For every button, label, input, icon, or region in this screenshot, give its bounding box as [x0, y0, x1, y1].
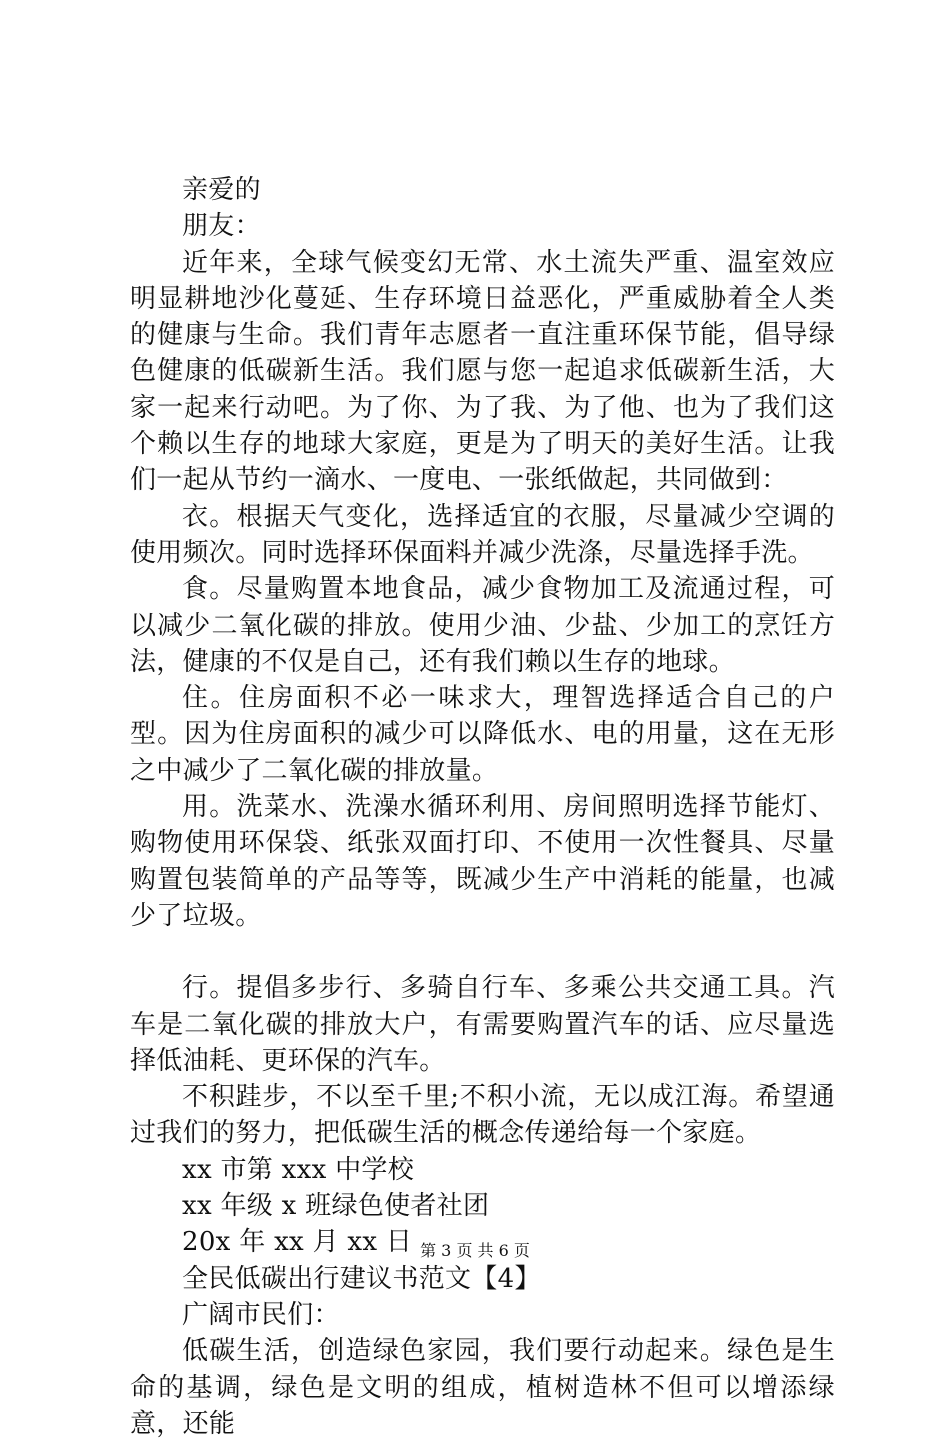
- paragraph-travel: 行。提倡多步行、多骑自行车、多乘公共交通工具。汽车是二氧化碳的排放大户，有需要购置汽车的话、应尽量选择低油耗、更环保的汽车。: [130, 973, 835, 1076]
- paragraph-use: 用。洗菜水、洗澡水循环利用、房间照明选择节能灯、购物使用环保袋、纸张双面打印、不使用一次性餐具、尽量购置包装简单的产品等等，既减少生产中消耗的能量，也减少了垃圾。: [130, 792, 835, 931]
- salutation-line-1: 亲爱的: [182, 175, 261, 205]
- next-salutation: 广阔市民们：: [182, 1299, 340, 1330]
- paragraph-intro: 近年来，全球气候变幻无常、水土流失严重、温室效应明显耕地沙化蔓延、生存环境日益恶化，严重威胁着全人类的健康与生命。我们青年志愿者一直注重环保节能，倡导绿色健康的低碳新生活。我们愿与您一起追求低碳新生活，大家一起来行动吧。为了你、为了我、为了他、也为了我们这个赖以生存的地球大家庭，更是为了明天的美好生活。让我们一起从节约一滴水、一度电、一张纸做起，共同做到：: [130, 247, 835, 496]
- page-footer: [0, 1241, 950, 1261]
- paragraph-housing: 住。住房面积不必一味求大，理智选择适合自己的户型。因为住房面积的减少可以降低水、电的用量，这在无形之中减少了二氧化碳的排放量。: [130, 683, 835, 786]
- paragraph-food: 食。尽量购置本地食品，减少食物加工及流通过程，可以减少二氧化碳的排放。使用少油、少盐、少加工的烹饪方法，健康的不仅是自己，还有我们赖以生存的地球。: [130, 574, 835, 677]
- salutation-line-2: 朋友：: [182, 211, 261, 242]
- signature-date: 20x 年 xx 月 xx 日: [182, 1227, 413, 1258]
- paragraph-spacer: [130, 934, 835, 970]
- paragraph-clothing: 衣。根据天气变化，选择适宜的衣服，尽量减少空调的使用频次。同时选择环保面料并减少洗涤，尽量选择手洗。: [130, 501, 835, 568]
- signature-school: xx 市第 xxx 中学校: [182, 1154, 415, 1185]
- signature-class: xx 年级 x 班绿色使者社团: [182, 1191, 490, 1222]
- page-indicator: 第 3 页 共 6 页: [420, 1241, 530, 1260]
- next-paragraph: 低碳生活，创造绿色家园，我们要行动起来。绿色是生命的基调，绿色是文明的组成，植树造林不但可以增添绿意，还能: [130, 1336, 835, 1439]
- paragraph-closing: 不积跬步，不以至千里;不积小流，无以成江海。希望通过我们的努力，把低碳生活的概念传递给每一个家庭。: [130, 1082, 835, 1149]
- next-section-title: 全民低碳出行建议书范文【4】: [182, 1263, 541, 1294]
